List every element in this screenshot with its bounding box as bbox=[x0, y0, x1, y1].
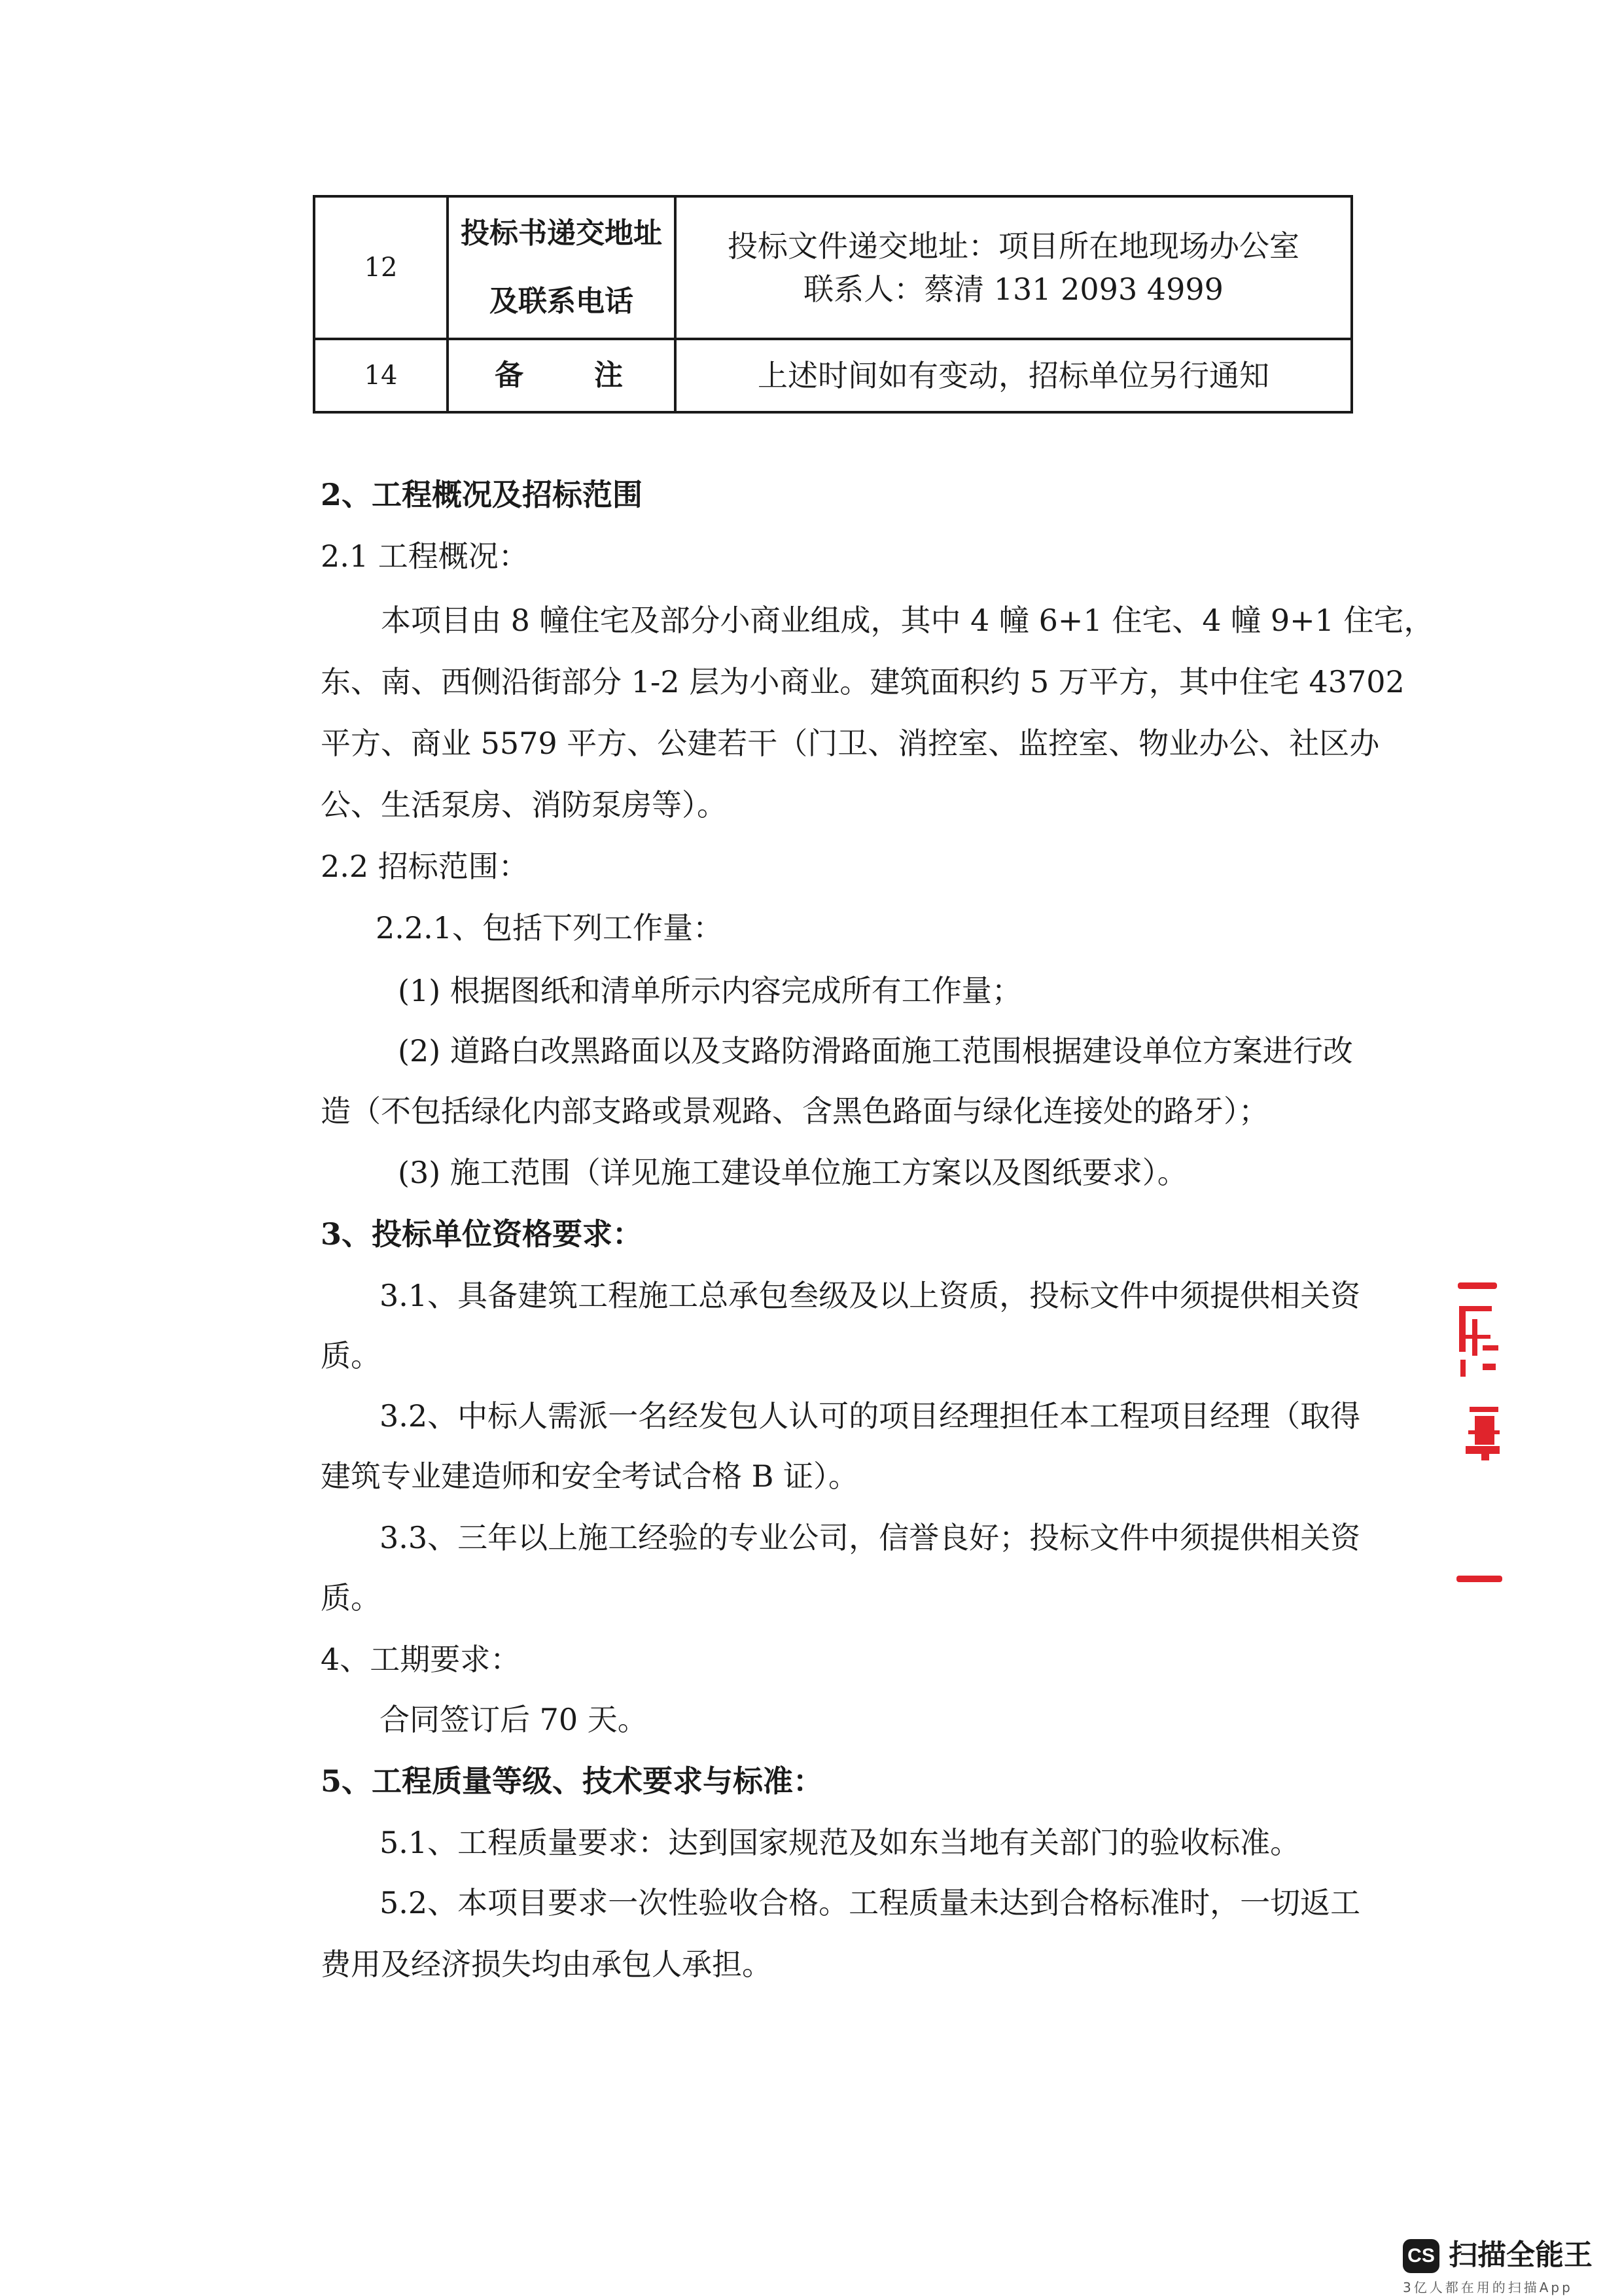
paragraph-line: 5.1、工程质量要求：达到国家规范及如东当地有关部门的验收标准。 bbox=[379, 1825, 1301, 1860]
paragraph-line: 公、生活泵房、消防泵房等）。 bbox=[321, 787, 727, 822]
seal-glyph-stroke bbox=[1459, 1306, 1492, 1311]
paragraph-line: 质。 bbox=[321, 1338, 381, 1373]
table-row bbox=[314, 339, 1352, 412]
seal-border-mark bbox=[1456, 1576, 1502, 1582]
row-item-char: 备 bbox=[495, 359, 523, 392]
section-heading: 2、工程概况及招标范围 bbox=[321, 477, 643, 512]
paragraph-line: 费用及经济损失均由承包人承担。 bbox=[321, 1947, 772, 1982]
paragraph-line: 建筑专业建造师和安全考试合格 B 证）。 bbox=[321, 1458, 859, 1494]
row-number: 12 bbox=[314, 196, 448, 339]
subsection-heading: 2.1 工程概况： bbox=[321, 539, 529, 574]
paragraph-line: 平方、商业 5579 平方、公建若干（门卫、消控室、监控室、物业办公、社区办 bbox=[321, 726, 1380, 761]
paragraph-line: 本项目由 8 幢住宅及部分小商业组成，其中 4 幢 6+1 住宅、4 幢 9+1 住宅， bbox=[381, 603, 1434, 638]
table-row bbox=[314, 196, 1352, 339]
list-heading: 2.2.1、包括下列工作量： bbox=[376, 910, 724, 945]
section-heading: 4、工期要求： bbox=[321, 1642, 521, 1677]
list-item: (3) 施工范围（详见施工建设单位施工方案以及图纸要求）。 bbox=[398, 1155, 1188, 1190]
scanner-app-slogan: 3亿人都在用的扫描App bbox=[1403, 2280, 1573, 2295]
row-item bbox=[448, 339, 675, 412]
scanner-watermark bbox=[1403, 2236, 1599, 2295]
paragraph-line: 3.2、中标人需派一名经发包人认可的项目经理担任本工程项目经理（取得 bbox=[379, 1398, 1361, 1434]
list-item-continued: 造（不包括绿化内部支路或景观路、含黑色路面与绿化连接处的路牙）； bbox=[321, 1093, 1269, 1129]
row-content: 上述时间如有变动，招标单位另行通知 bbox=[675, 339, 1352, 412]
row-number: 14 bbox=[314, 339, 448, 412]
paragraph-line: 3.1、具备建筑工程施工总承包叁级及以上资质，投标文件中须提供相关资 bbox=[379, 1278, 1361, 1313]
seal-glyph-stroke bbox=[1483, 1364, 1496, 1370]
seal-glyph-stroke bbox=[1470, 1407, 1498, 1412]
red-seal-fragment bbox=[1446, 1282, 1505, 1610]
seal-glyph-stroke bbox=[1481, 1454, 1489, 1460]
seal-border-mark bbox=[1458, 1282, 1497, 1289]
scanner-app-name: 扫描全能王 bbox=[1449, 2238, 1593, 2272]
section-heading: 3、投标单位资格要求： bbox=[321, 1216, 643, 1252]
paragraph-line: 5.2、本项目要求一次性验收合格。工程质量未达到合格标准时，一切返工 bbox=[379, 1885, 1361, 1920]
paragraph-line: 合同签订后 70 天。 bbox=[379, 1702, 648, 1737]
seal-glyph-stroke bbox=[1466, 1446, 1500, 1454]
scanner-logo-icon: CS bbox=[1403, 2239, 1439, 2273]
row-item-line: 投标书递交地址 bbox=[461, 217, 662, 250]
seal-glyph-stroke bbox=[1483, 1345, 1498, 1351]
seal-glyph-stroke bbox=[1459, 1306, 1466, 1352]
info-table bbox=[313, 195, 1353, 414]
seal-glyph-stroke bbox=[1462, 1335, 1490, 1339]
row-content-line: 联系人：蔡清 131 2093 4999 bbox=[803, 272, 1224, 307]
paragraph-line: 东、南、西侧沿街部分 1-2 层为小商业。建筑面积约 5 万平方，其中住宅 43702 bbox=[321, 664, 1405, 699]
row-item-char: 注 bbox=[594, 359, 623, 392]
section-heading: 5、工程质量等级、技术要求与标准： bbox=[321, 1763, 824, 1799]
list-item: (1) 根据图纸和清单所示内容完成所有工作量； bbox=[398, 973, 1022, 1008]
row-content bbox=[675, 196, 1352, 339]
row-item-line: 及联系电话 bbox=[489, 285, 633, 318]
seal-glyph-stroke bbox=[1460, 1360, 1466, 1377]
row-item bbox=[448, 196, 675, 339]
subsection-heading: 2.2 招标范围： bbox=[321, 849, 529, 884]
list-item: (2) 道路白改黑路面以及支路防滑路面施工范围根据建设单位方案进行改 bbox=[398, 1033, 1353, 1069]
seal-glyph-stroke bbox=[1468, 1430, 1500, 1434]
paragraph-line: 质。 bbox=[321, 1580, 381, 1616]
row-content-line: 投标文件递交地址：项目所在地现场办公室 bbox=[728, 228, 1299, 264]
paragraph-line: 3.3、三年以上施工经验的专业公司，信誉良好；投标文件中须提供相关资 bbox=[379, 1520, 1361, 1555]
